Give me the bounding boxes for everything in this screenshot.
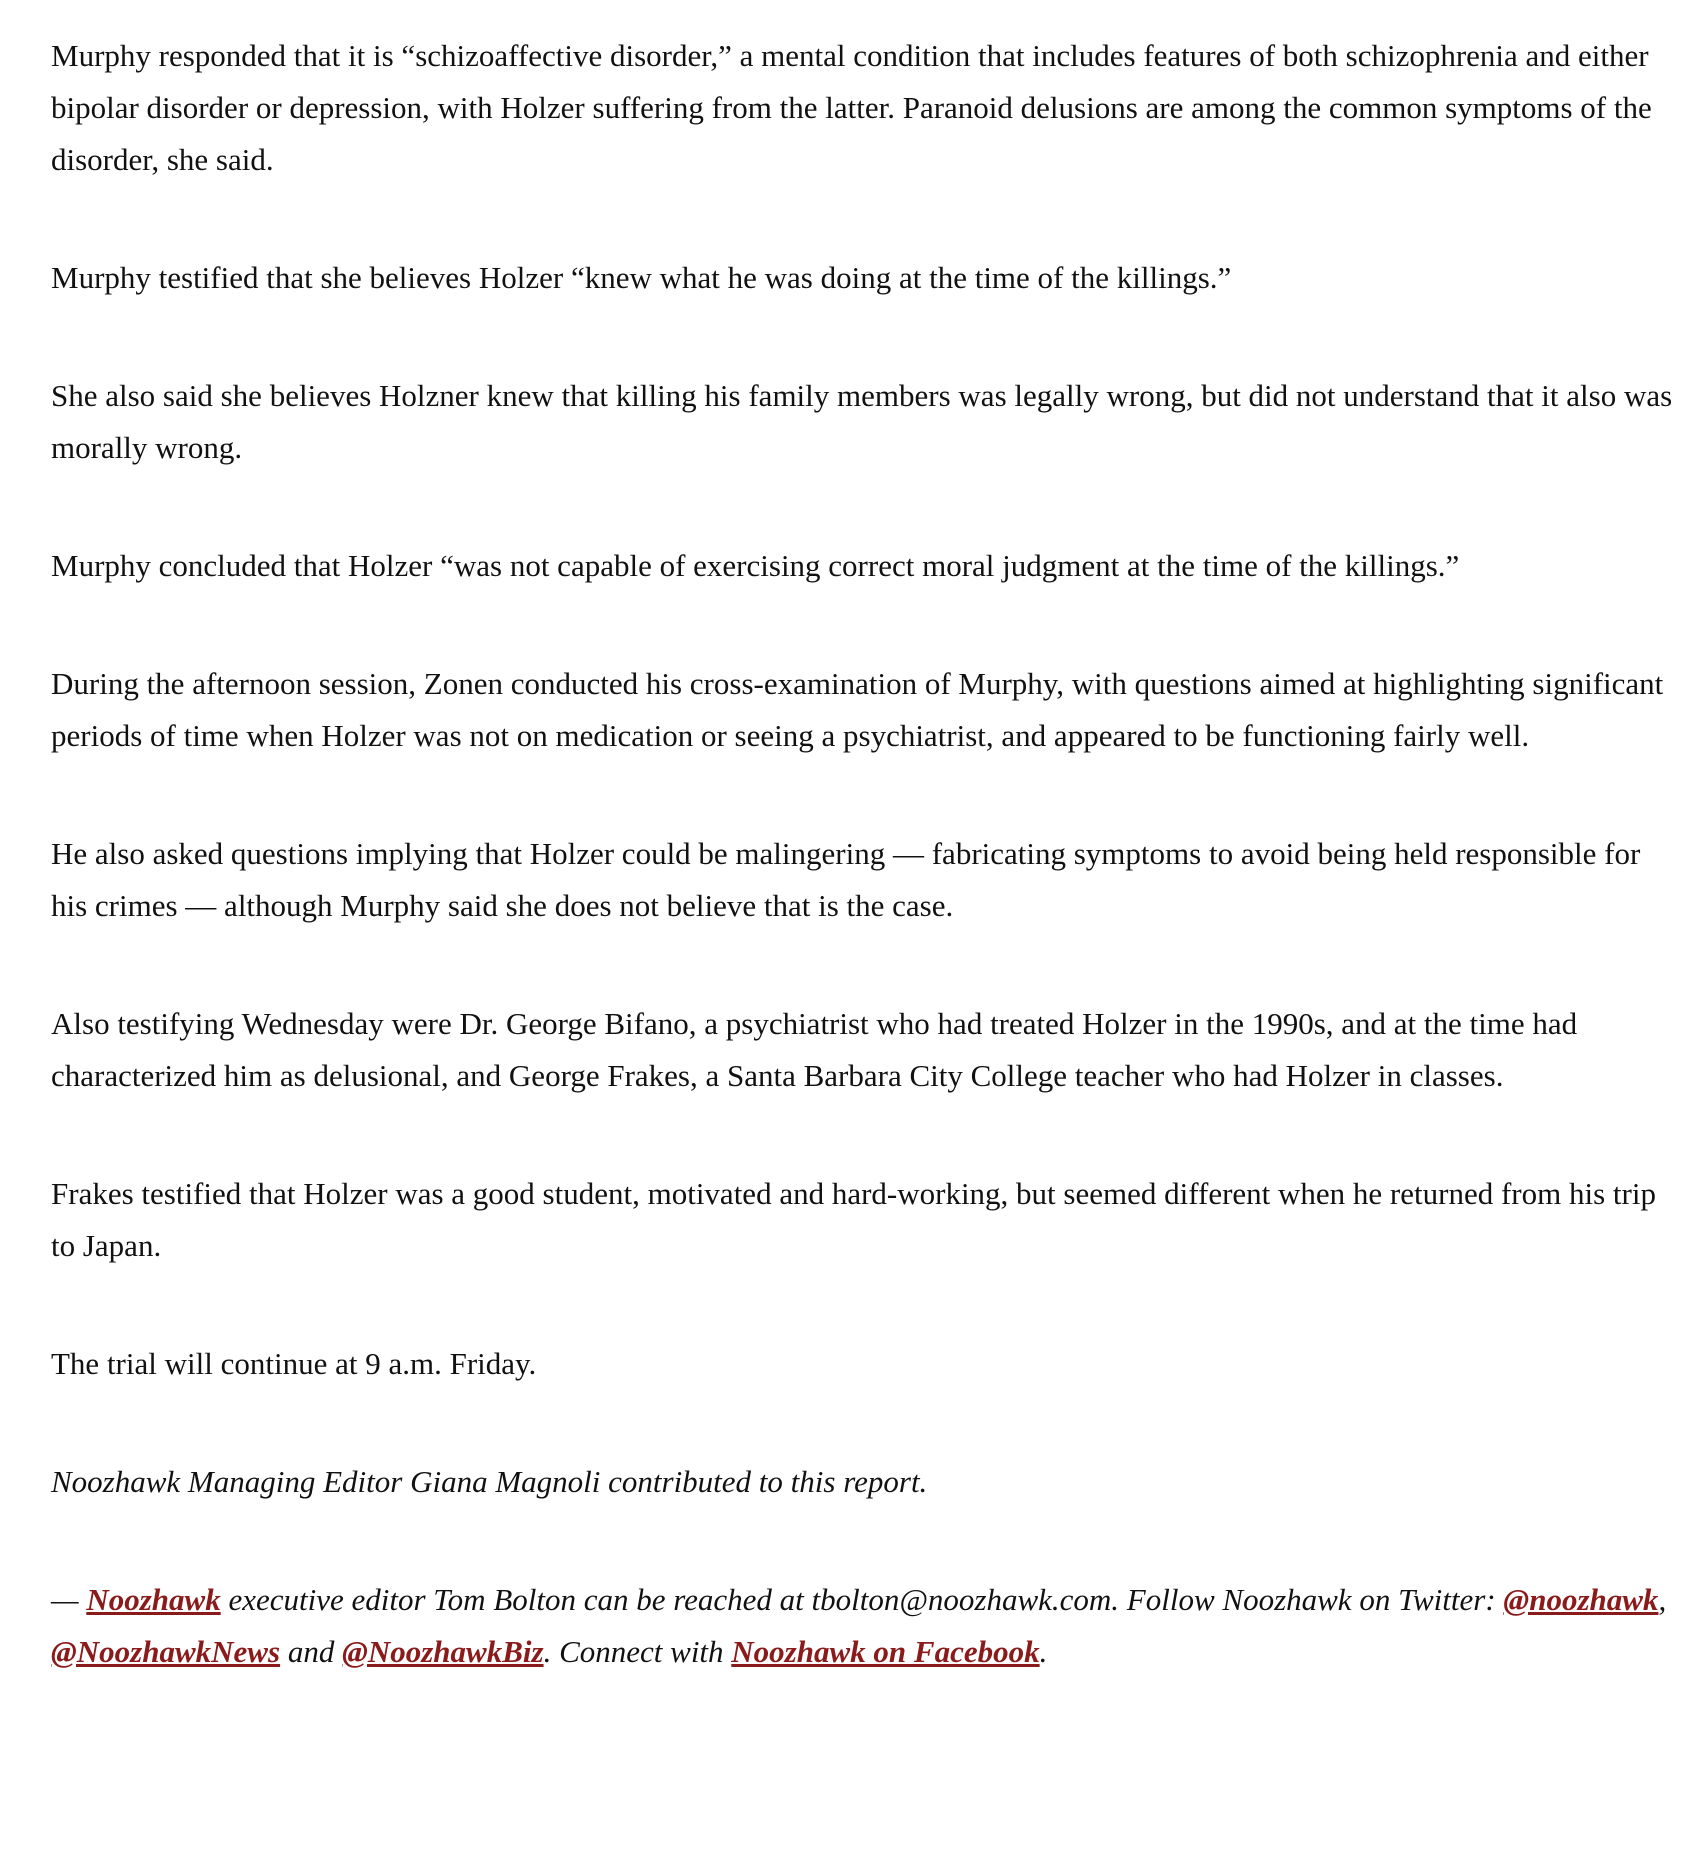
paragraph-3: She also said she believes Holzner knew that killing his family members was legally wrong, but did not understand that it also was morally wrong. — [51, 378, 1673, 465]
footer-text-2: . Connect with — [543, 1634, 732, 1669]
author-footer — [51, 1574, 1676, 1678]
article-body — [51, 30, 1676, 1744]
paragraph-5: During the afternoon session, Zonen conducted his cross-examination of Murphy, with questions aimed at highlighting significant periods of time when Holzer was not on medication or seeing a psychiatrist, and appeared to be functioning fairly well. — [51, 666, 1664, 753]
twitter-noozhawknews-link[interactable]: @NoozhawkNews — [51, 1634, 281, 1669]
footer-separator-2: and — [280, 1634, 343, 1669]
twitter-noozhawkbiz-link[interactable]: @NoozhawkBiz — [342, 1634, 544, 1669]
paragraph-2: Murphy testified that she believes Holzer “knew what he was doing at the time of the killings.” — [51, 260, 1232, 295]
contributor-note: Noozhawk Managing Editor Giana Magnoli contributed to this report. — [51, 1464, 928, 1499]
noozhawk-link[interactable]: Noozhawk — [86, 1582, 221, 1617]
footer-text-1: executive editor Tom Bolton can be reached at tbolton@noozhawk.com. Follow Noozhawk on Twitter: — [220, 1582, 1504, 1617]
paragraph-4: Murphy concluded that Holzer “was not capable of exercising correct moral judgment at the time of the killings.” — [51, 548, 1460, 583]
paragraph-6: He also asked questions implying that Holzer could be malingering — fabricating symptoms to avoid being held responsible for his crimes — although Murphy said she does not believe that is the case. — [51, 836, 1641, 923]
paragraph-8: Frakes testified that Holzer was a good student, motivated and hard-working, but seemed different when he returned from his trip to Japan. — [51, 1176, 1656, 1263]
paragraph-7: Also testifying Wednesday were Dr. George Bifano, a psychiatrist who had treated Holzer in the 1990s, and at the time had characterized him as delusional, and George Frakes, a Santa Barbara City College teacher who had Holzer in classes. — [51, 1006, 1578, 1093]
footer-end: . — [1039, 1634, 1048, 1669]
twitter-noozhawk-link[interactable]: @noozhawk — [1503, 1582, 1659, 1617]
facebook-link[interactable]: Noozhawk on Facebook — [731, 1634, 1040, 1669]
paragraph-1: Murphy responded that it is “schizoaffective disorder,” a mental condition that includes features of both schizophrenia and either bipolar disorder or depression, with Holzer suffering from the latter. Paranoid delusions are among the common symptoms of the disorder, she said. — [51, 38, 1652, 177]
footer-separator-1: , — [1658, 1582, 1667, 1617]
footer-dash: — — [51, 1582, 87, 1617]
paragraph-9: The trial will continue at 9 a.m. Friday. — [51, 1346, 537, 1381]
